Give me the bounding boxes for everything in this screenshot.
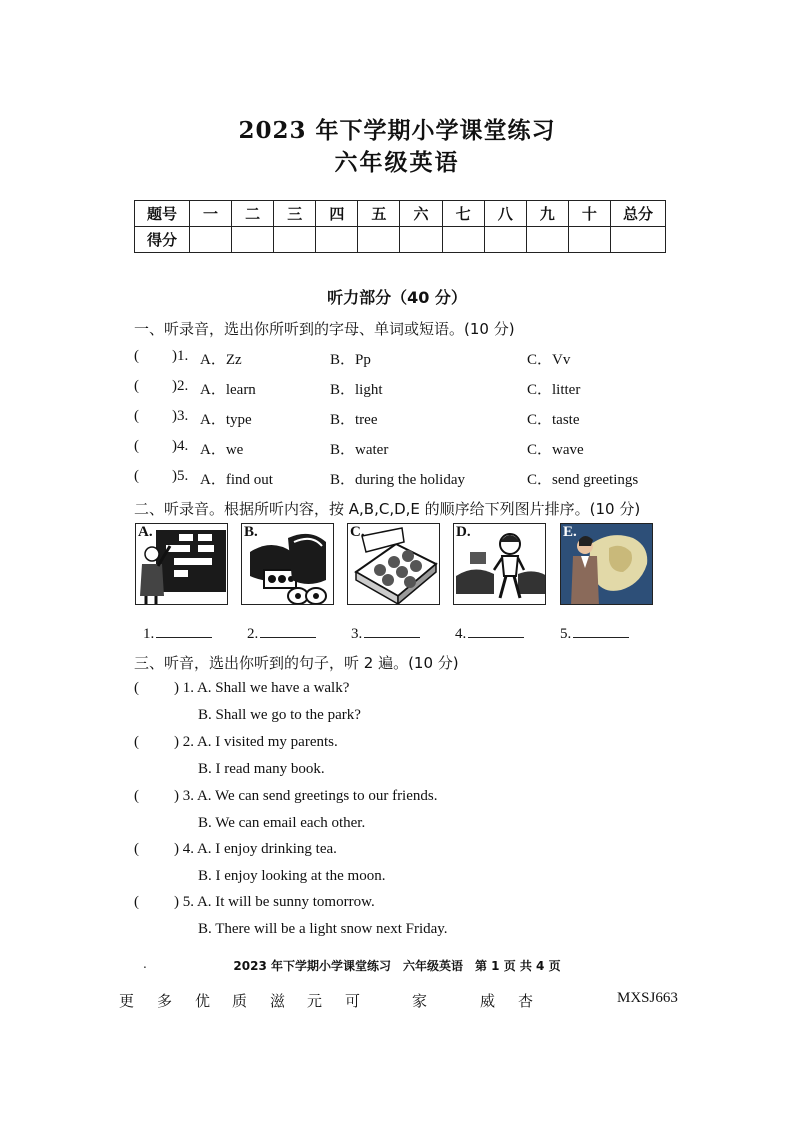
score-input-cell[interactable] xyxy=(400,227,442,253)
option-a: A．find out xyxy=(200,472,273,488)
watermark-char: 质 xyxy=(232,992,248,1010)
option-a: A. I visited my parents. xyxy=(196,734,338,750)
answer-blank[interactable] xyxy=(143,623,212,643)
item-number: )5. xyxy=(172,468,189,484)
item-number: ) 1. xyxy=(174,680,194,696)
option-b: B. Shall we go to the park? xyxy=(198,707,361,723)
score-cell: 二 xyxy=(232,201,274,227)
picture-letter: B. xyxy=(244,524,258,540)
score-input-cell[interactable] xyxy=(442,227,484,253)
exam-subtitle: 六年级英语 xyxy=(334,149,460,176)
watermark-char: 更 xyxy=(119,992,135,1010)
picture-letter: C. xyxy=(350,524,365,540)
score-cell-total: 总分 xyxy=(611,201,666,227)
exam-title: 2023 年下学期小学课堂练习 xyxy=(238,117,556,144)
item-number: ) 4. xyxy=(174,841,194,857)
score-cell-label: 题号 xyxy=(135,201,190,227)
score-table-header-row xyxy=(135,201,666,227)
item-number: ) 5. xyxy=(174,894,194,910)
score-cell: 十 xyxy=(568,201,610,227)
answer-paren[interactable]: ( xyxy=(134,788,139,804)
answer-paren[interactable]: ( xyxy=(134,438,139,454)
item-option-a xyxy=(174,894,375,911)
answer-paren[interactable]: ( xyxy=(134,734,139,750)
picture-letter: D. xyxy=(456,524,471,540)
score-cell: 三 xyxy=(274,201,316,227)
answer-paren[interactable]: ( xyxy=(134,378,139,394)
option-c: C．Vv xyxy=(527,352,571,368)
option-b: B．Pp xyxy=(330,352,371,368)
score-input-cell[interactable] xyxy=(190,227,232,253)
answer-paren[interactable]: ( xyxy=(134,468,139,484)
picture-b-mooncakes xyxy=(241,523,334,605)
option-b: B．during the holiday xyxy=(330,472,465,488)
score-cell: 五 xyxy=(358,201,400,227)
watermark-char: 可 xyxy=(345,992,361,1010)
score-input-cell[interactable] xyxy=(611,227,666,253)
watermark-char: 滋 xyxy=(270,992,286,1010)
score-cell: 四 xyxy=(316,201,358,227)
option-c: C．litter xyxy=(527,382,581,398)
picture-letter: E. xyxy=(563,524,577,540)
score-cell: 八 xyxy=(484,201,526,227)
score-table xyxy=(134,200,666,253)
answer-blank[interactable] xyxy=(560,623,629,643)
blank-number: 5. xyxy=(560,626,572,642)
item-option-a xyxy=(174,841,337,858)
score-input-cell[interactable] xyxy=(316,227,358,253)
score-input-cell[interactable] xyxy=(274,227,316,253)
score-input-cell[interactable] xyxy=(568,227,610,253)
score-table-score-row xyxy=(135,227,666,253)
item-number: )3. xyxy=(172,408,189,424)
option-a: A．we xyxy=(200,442,244,458)
section3-heading: 三、听音，选出你听到的句子，听 2 遍。(10 分) xyxy=(134,654,459,672)
answer-blank[interactable] xyxy=(247,623,316,643)
answer-blank[interactable] xyxy=(351,623,420,643)
picture-a-blackboard xyxy=(135,523,228,605)
watermark-char: 多 xyxy=(157,992,173,1010)
answer-blank[interactable] xyxy=(455,623,524,643)
score-cell: 七 xyxy=(442,201,484,227)
blank-line[interactable] xyxy=(156,623,212,638)
item-option-a xyxy=(174,680,349,697)
blank-number: 4. xyxy=(455,626,467,642)
option-b: B. We can email each other. xyxy=(198,815,366,831)
option-a: A. It will be sunny tomorrow. xyxy=(196,894,375,910)
blank-line[interactable] xyxy=(260,623,316,638)
footer-dot: . xyxy=(143,957,147,971)
section1-heading: 一、听录音，选出你所听到的字母、单词或短语。(10 分) xyxy=(134,320,515,338)
picture-c-mooncake-box xyxy=(347,523,440,605)
option-c: C．taste xyxy=(527,412,580,428)
item-number: )1. xyxy=(172,348,189,364)
page-footer: 2023 年下学期小学课堂练习 六年级英语 第 1 页 共 4 页 xyxy=(233,959,561,973)
answer-paren[interactable]: ( xyxy=(134,894,139,910)
item-number: ) 3. xyxy=(174,788,194,804)
section2-heading: 二、听录音。根据所听内容，按 A,B,C,D,E 的顺序给下列图片排序。(10 分) xyxy=(134,500,641,518)
blank-number: 3. xyxy=(351,626,363,642)
score-input-cell[interactable] xyxy=(526,227,568,253)
answer-paren[interactable]: ( xyxy=(134,841,139,857)
watermark-char: 元 xyxy=(307,992,323,1010)
answer-paren[interactable]: ( xyxy=(134,408,139,424)
option-b: B. I enjoy looking at the moon. xyxy=(198,868,386,884)
option-b: B. There will be a light snow next Friday. xyxy=(198,921,448,937)
option-b: B．water xyxy=(330,442,389,458)
picture-e-weather-report xyxy=(560,523,653,605)
score-input-cell[interactable] xyxy=(232,227,274,253)
blank-number: 1. xyxy=(143,626,155,642)
picture-d-girl-walking xyxy=(453,523,546,605)
item-number: )4. xyxy=(172,438,189,454)
answer-paren[interactable]: ( xyxy=(134,348,139,364)
score-cell: 九 xyxy=(526,201,568,227)
blank-line[interactable] xyxy=(364,623,420,638)
watermark-char: 家 xyxy=(412,992,428,1010)
option-b: B. I read many book. xyxy=(198,761,325,777)
option-b: B．tree xyxy=(330,412,378,428)
watermark-char: 优 xyxy=(195,992,211,1010)
watermark-char: 杏 xyxy=(518,992,534,1010)
option-c: C．send greetings xyxy=(527,472,639,488)
item-number: ) 2. xyxy=(174,734,194,750)
item-number: )2. xyxy=(172,378,189,394)
score-input-cell[interactable] xyxy=(484,227,526,253)
score-cell: 一 xyxy=(190,201,232,227)
score-input-cell[interactable] xyxy=(358,227,400,253)
option-c: C．wave xyxy=(527,442,584,458)
option-a: A．Zz xyxy=(200,352,242,368)
blank-line[interactable] xyxy=(573,623,629,638)
option-a: A．type xyxy=(200,412,252,428)
blank-number: 2. xyxy=(247,626,259,642)
watermark-code: MXSJ663 xyxy=(617,990,678,1006)
score-cell: 六 xyxy=(400,201,442,227)
watermark-char: 威 xyxy=(480,992,496,1010)
blank-line[interactable] xyxy=(468,623,524,638)
answer-paren[interactable]: ( xyxy=(134,680,139,696)
item-option-a xyxy=(174,788,437,805)
option-a: A. Shall we have a walk? xyxy=(196,680,350,696)
score-row-label: 得分 xyxy=(135,227,190,253)
option-b: B．light xyxy=(330,382,383,398)
option-a: A．learn xyxy=(200,382,256,398)
item-option-a xyxy=(174,734,338,751)
option-a: A. We can send greetings to our friends. xyxy=(196,788,438,804)
picture-letter: A. xyxy=(138,524,153,540)
option-a: A. I enjoy drinking tea. xyxy=(196,841,337,857)
listening-part-title: 听力部分（40 分） xyxy=(327,288,467,307)
